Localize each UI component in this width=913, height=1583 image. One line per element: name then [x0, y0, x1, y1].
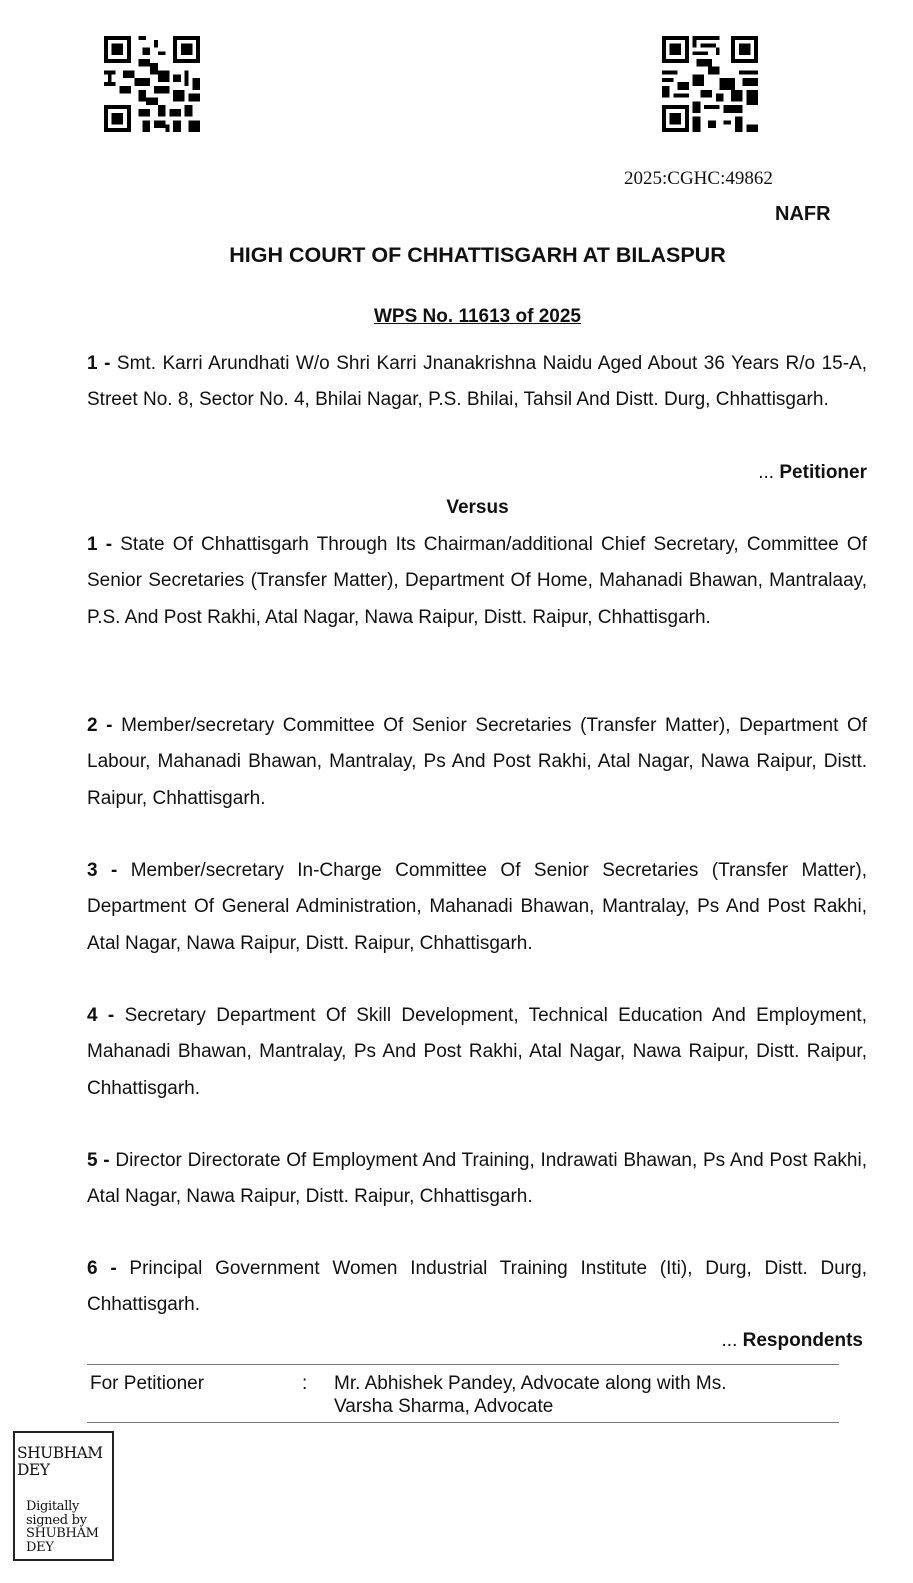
- role-dots: ...: [758, 462, 775, 483]
- signature-note: [26, 1500, 99, 1554]
- party-text: Director Directorate Of Employment And Training, Indrawati Bhawan, Ps And Post Rakhi, Atal Nagar, Nawa Raipur, Distt. Raipur, Chhattisgarh.: [87, 1150, 867, 1208]
- party-number: 4 -: [87, 1005, 115, 1026]
- respondent-paragraph: [87, 1251, 867, 1324]
- party-number: 6 -: [87, 1258, 117, 1279]
- respondent-paragraph: [87, 1143, 867, 1216]
- divider: [87, 1422, 839, 1423]
- counsel-colon: :: [302, 1373, 308, 1394]
- role-label: Respondents: [742, 1330, 863, 1351]
- party-number: 2 -: [87, 715, 113, 736]
- court-title: HIGH COURT OF CHHATTISGARH AT BILASPUR: [229, 243, 726, 267]
- party-text: Member/secretary In-Charge Committee Of Senior Secretaries (Transfer Matter), Department Of General Administration, Mahanadi Bhawan, Mantralay, Ps And Post Rakhi, Atal Nagar, Nawa Raipur, Distt. Raipur, Chhattisgarh.: [87, 860, 867, 954]
- counsel-label: For Petitioner: [90, 1373, 205, 1394]
- signer-name-line: DEY: [17, 1461, 50, 1479]
- petitioner-role: [758, 462, 867, 484]
- party-text: Member/secretary Committee Of Senior Secretaries (Transfer Matter), Department Of Labour, Mahanadi Bhawan, Mantralay, Ps And Post Rakhi, Atal Nagar, Nawa Raipur, Distt. Raipur, Chhattisgarh.: [87, 715, 867, 809]
- case-number: WPS No. 11613 of 2025: [374, 306, 581, 327]
- signature-note-line: signed by: [26, 1512, 87, 1528]
- nafr-label: NAFR: [775, 203, 831, 225]
- versus-label: Versus: [446, 497, 509, 518]
- party-text: Principal Government Women Industrial Training Institute (Iti), Durg, Distt. Durg, Chhattisgarh.: [87, 1258, 867, 1316]
- petitioner-paragraph: [87, 346, 867, 419]
- party-text: Secretary Department Of Skill Development, Technical Education And Employment, Mahanadi Bhawan, Mantralay, Ps And Post Rakhi, Atal Nagar, Nawa Raipur, Distt. Raipur, Chhattisgarh.: [87, 1005, 867, 1099]
- respondent-paragraph: [87, 998, 867, 1107]
- party-text: Smt. Karri Arundhati W/o Shri Karri Jnanakrishna Naidu Aged About 36 Years R/o 15-A, Street No. 8, Sector No. 4, Bhilai Nagar, P.S. Bhilai, Tahsil And Distt. Durg, Chhattisgarh.: [87, 353, 867, 411]
- qr-code-icon: [662, 36, 758, 132]
- respondent-paragraph: [87, 853, 867, 962]
- signature-note-line: DEY: [26, 1539, 54, 1555]
- respondent-paragraph: [87, 708, 867, 817]
- party-number: 3 -: [87, 860, 118, 881]
- signature-note-line: SHUBHAM: [26, 1526, 99, 1541]
- counsel-value: [334, 1372, 834, 1418]
- party-text: State Of Chhattisgarh Through Its Chairman/additional Chief Secretary, Committee Of Senior Secretaries (Transfer Matter), Department Of Home, Mahanadi Bhawan, Mantralaay, P.S. And Post Rakhi, Atal Nagar, Nawa Raipur, Distt. Raipur, Chhattisgarh.: [87, 534, 867, 628]
- signature-note-line: Digitally: [26, 1499, 79, 1514]
- counsel-value-line: Varsha Sharma, Advocate: [334, 1396, 554, 1417]
- party-number: 1 -: [87, 353, 111, 374]
- role-label: Petitioner: [779, 462, 867, 483]
- divider: [87, 1364, 839, 1365]
- signer-name: [17, 1445, 137, 1479]
- role-dots: ...: [721, 1330, 738, 1351]
- digital-signature-box: [13, 1431, 114, 1561]
- party-number: 5 -: [87, 1150, 110, 1171]
- respondent-paragraph: [87, 527, 867, 636]
- party-number: 1 -: [87, 534, 113, 555]
- signer-name-line: SHUBHAM: [17, 1444, 103, 1462]
- counsel-value-line: Mr. Abhishek Pandey, Advocate along with Ms.: [334, 1373, 727, 1394]
- qr-code-icon: [104, 36, 200, 132]
- respondents-role: [722, 1330, 863, 1352]
- neutral-citation: 2025:CGHC:49862: [624, 168, 773, 189]
